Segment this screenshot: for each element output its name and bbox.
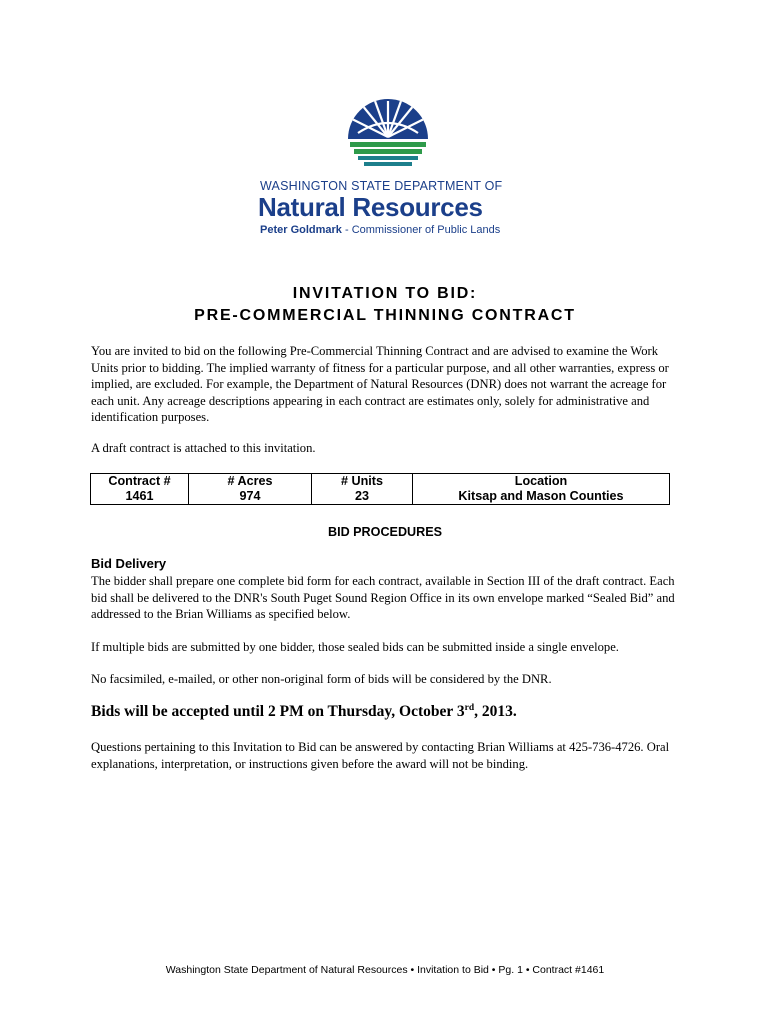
multiple-bids-paragraph: If multiple bids are submitted by one bidder, those sealed bids can be submitted inside a single envelope. <box>91 640 619 654</box>
contract-table <box>90 473 670 505</box>
agency-name-line1: WASHINGTON STATE DEPARTMENT OF <box>260 179 503 193</box>
table-cell: 1461 <box>91 489 189 505</box>
page-title-line1: INVITATION TO BID: <box>292 285 478 302</box>
table-cell: 974 <box>189 489 312 505</box>
bid-deadline <box>91 703 517 721</box>
table-header-cell: # Acres <box>189 474 312 490</box>
deadline-year: , 2013. <box>474 703 517 720</box>
table-cell: Kitsap and Mason Counties <box>413 489 670 505</box>
commissioner-title: - Commissioner of Public Lands <box>341 224 501 236</box>
table-header-row <box>91 474 670 490</box>
table-header-cell: Contract # <box>91 474 189 490</box>
table-row <box>91 489 670 505</box>
draft-contract-note: A draft contract is attached to this invitation. <box>91 441 316 455</box>
commissioner-line <box>260 224 500 236</box>
deadline-ordinal: rd <box>464 703 475 713</box>
agency-name-line2: Natural Resources <box>258 192 483 222</box>
table-header-cell: # Units <box>312 474 413 490</box>
bid-procedures-heading: BID PROCEDURES <box>327 525 443 539</box>
table-header-cell: Location <box>413 474 670 490</box>
bid-delivery-paragraph: The bidder shall prepare one complete bid form for each contract, available in Section III of the draft contract. Each bid shall be delivered to the DNR's South Puget Sound Region Office in its own envelope marked “Sealed Bid” and addressed to the Brian Williams as specified below. <box>91 574 675 621</box>
intro-paragraph: You are invited to bid on the following Pre-Commercial Thinning Contract and are advised to examine the Work Units prior to bidding. The implied warranty of fitness for a particular purpose, and all other warranties, express or implied, are excluded. For example, the Department of Natural Resources (DNR) does not warrant the acreage for each unit. Any acreage descriptions appearing in each contract are estimates only, solely for administrative and identification purposes. <box>91 344 669 424</box>
table-cell: 23 <box>312 489 413 505</box>
bid-delivery-heading: Bid Delivery <box>91 556 167 571</box>
commissioner-name: Peter Goldmark <box>260 224 342 236</box>
no-fax-paragraph: No facsimiled, e-mailed, or other non-original form of bids will be considered by the DNR. <box>91 672 552 686</box>
dnr-tree-logo-icon <box>342 93 434 171</box>
page-footer: Washington State Department of Natural Resources • Invitation to Bid • Pg. 1 • Contract #1461 <box>165 964 605 976</box>
questions-paragraph: Questions pertaining to this Invitation to Bid can be answered by contacting Brian Williams at 425-736-4726. Oral explanations, interpretation, or instructions given before the award will not be binding. <box>91 740 670 771</box>
page-title-line2: PRE-COMMERCIAL THINNING CONTRACT <box>194 307 576 324</box>
deadline-text: Bids will be accepted until 2 PM on Thursday, October 3 <box>91 703 465 720</box>
